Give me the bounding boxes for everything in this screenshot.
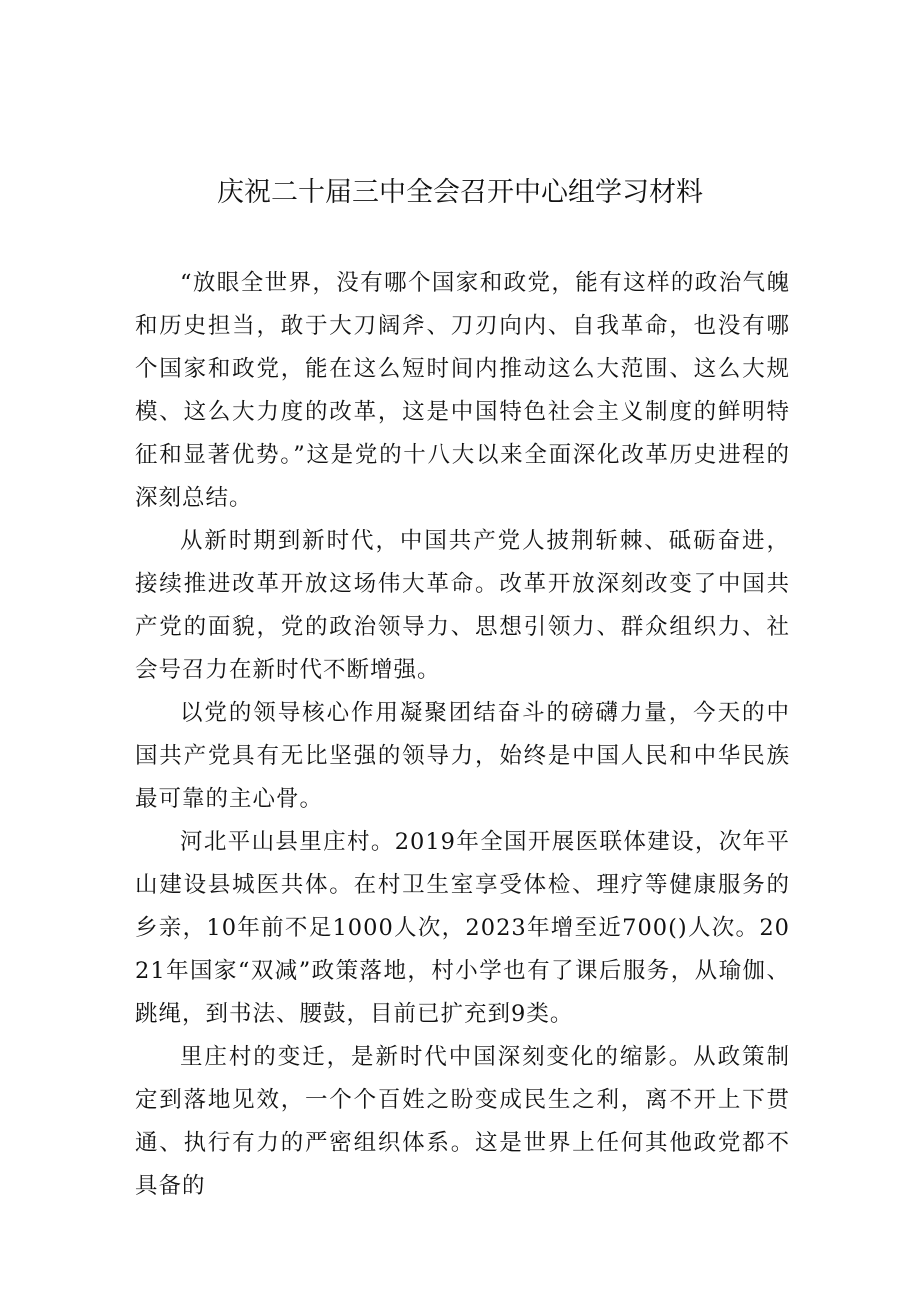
paragraph-3: 以党的领导核心作用凝聚团结奋斗的磅礴力量，今天的中国共产党具有无比坚强的领导力，始终是中国人民和中华民族最可靠的主心骨。	[135, 700, 790, 812]
paragraph-1: “放眼全世界，没有哪个国家和政党，能有这样的政治气魄和历史担当，敢于大刀阔斧、刀刃向内、自我革命，也没有哪个国家和政党，能在这么短时间内推动这么大范围、这么大规模、这么大力度的改革，这是中国特色社会主义制度的鲜明特征和显著优势。”这是党的十八大以来全面深化改革历史进程的深刻总结。	[135, 270, 790, 511]
document-title: 庆祝二十届三中全会召开中心组学习材料	[217, 177, 703, 208]
paragraph-2: 从新时期到新时代，中国共产党人披荆斩棘、砥砺奋进，接续推进改革开放这场伟大革命。改革开放深刻改变了中国共产党的面貌，党的政治领导力、思想引领力、群众组织力、社会号召力在新时代不断增强。	[135, 528, 790, 683]
paragraph-4: 河北平山县里庄村。2019年全国开展医联体建设，次年平山建设县城医共体。在村卫生室享受体检、理疗等健康服务的乡亲，10年前不足1000人次，2023年增至近700()人次。2021年国家“双减”政策落地，村小学也有了课后服务，从瑜伽、跳绳，到书法、腰鼓，目前已扩充到9类。	[135, 829, 790, 1027]
document-body	[135, 262, 790, 1208]
paragraph-5: 里庄村的变迁，是新时代中国深刻变化的缩影。从政策制定到落地见效，一个个百姓之盼变成民生之利，离不开上下贯通、执行有力的严密组织体系。这是世界上任何其他政党都不具备的	[135, 1044, 790, 1199]
